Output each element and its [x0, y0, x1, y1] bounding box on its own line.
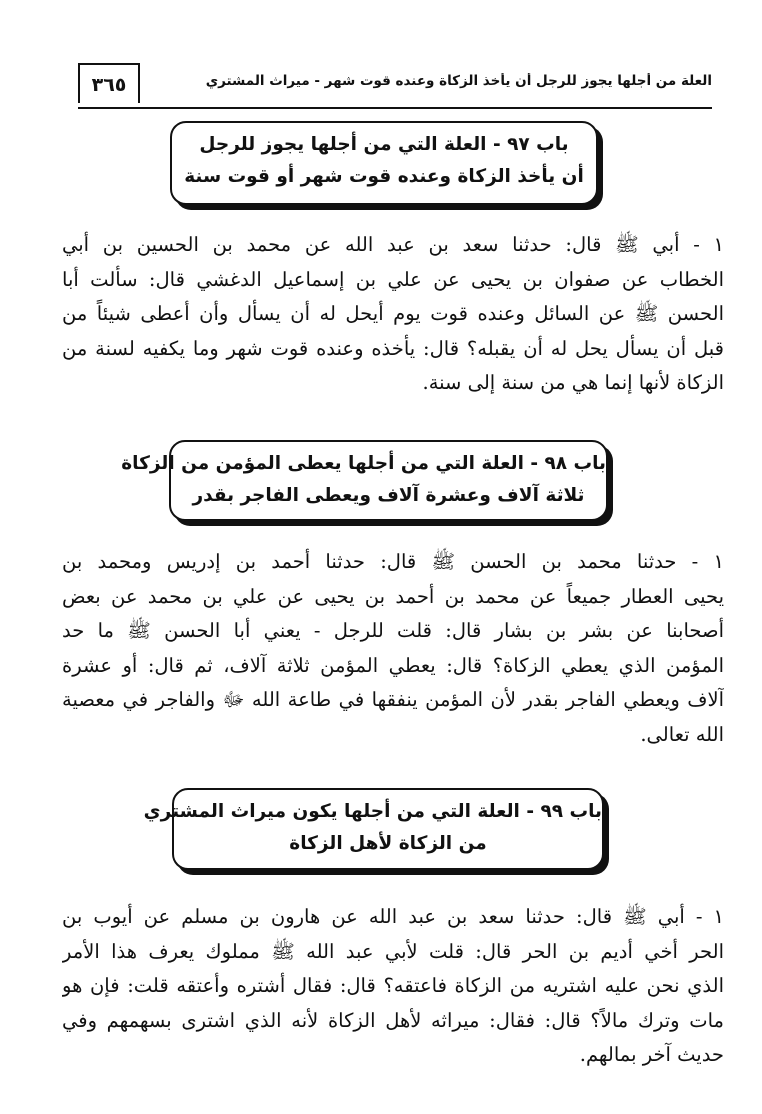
- chapter-title-line: أن يأخذ الزكاة وعنده قوت شهر أو قوت سنة: [184, 166, 584, 187]
- text-line: ١ - أبي ﷺ قال: حدثنا سعد بن عبد الله عن هارون بن مسلم عن أيوب بن: [62, 905, 724, 928]
- page-number: ٣٦٥: [78, 63, 140, 103]
- text-line: آلاف ويعطي الفاجر بقدر لأن المؤمن ينفقها في طاعة الله ﷻ والفاجر في معصية: [62, 688, 724, 711]
- text-line: ١ - أبي ﷺ قال: حدثنا سعد بن عبد الله عن محمد بن الحسين بن أبي: [62, 233, 724, 256]
- text-line: قبل أن يسأل يحل له أن يقبله؟ قال: يأخذه وعنده قوت شهر وما يكفيه لسنة من: [62, 336, 724, 360]
- text-line: حديث آخر بمالهم.: [579, 1043, 724, 1066]
- text-line: الله تعالى.: [640, 722, 724, 746]
- text-line: أصحابنا عن بشر بن بشار قال: قلت للرجل - يعني أبا الحسن ﷺ ما حد: [62, 619, 724, 642]
- chapter-title-line: باب ٩٧ - العلة التي من أجلها يجوز للرجل: [199, 134, 569, 155]
- chapter-title-box-97: [170, 121, 598, 205]
- text-line: الحسن ﷺ عن السائل وعنده قوت يوم أيحل له أن يسأل وأن أعطى شيئاً من: [62, 302, 724, 325]
- running-title: العلة من أجلها يجوز للرجل أن يأخذ الزكاة وعنده قوت شهر - ميراث المشتري: [205, 73, 712, 89]
- chapter-title-line: باب ٩٩ - العلة التي من أجلها يكون ميراث المشتري: [143, 801, 602, 822]
- chapter-title-box-99: [143, 788, 604, 870]
- hadith-paragraph-99: [62, 900, 724, 1073]
- text-line: ١ - حدثنا محمد بن الحسن ﷺ قال: حدثنا أحمد بن إدريس ومحمد بن: [62, 550, 724, 573]
- text-line: المؤمن الذي يعطي الزكاة؟ قال: يعطي المؤمن ثلاثة آلاف، ثم قال: أو عشرة: [62, 653, 724, 677]
- text-line: يحيى العطار جميعاً عن محمد بن أحمد بن يحيى عن علي بن محمد عن بعض: [62, 584, 724, 608]
- page-header: [78, 63, 712, 109]
- text-line: الذي نحن عليه اشتريه من الزكاة فاعتقه؟ قال: فقال أشتره وأعتقه قلت: فإن هو: [62, 974, 724, 997]
- text-line: الزكاة لأنها إنما هي من سنة إلى سنة.: [422, 371, 724, 394]
- chapter-title-box-98: [121, 440, 608, 521]
- hadith-paragraph-97: [62, 228, 724, 401]
- chapter-title-line: من الزكاة لأهل الزكاة: [289, 833, 487, 854]
- text-line: الحر أخي أديم بن الحر قال: قلت لأبي عبد الله ﷺ مملوك يعرف هذا الأمر: [62, 939, 724, 963]
- text-line: مات وترك مالاً؟ قال: فقال: ميراثه لأهل الزكاة لأنه الذي اشترى بسهمهم وفي: [62, 1008, 724, 1032]
- chapter-title-line: باب ٩٨ - العلة التي من أجلها يعطى المؤمن من الزكاة: [121, 453, 606, 474]
- text-line: الخطاب عن صفوان بن يحيى عن علي بن إسماعيل الدغشي قال: سألت أبا: [62, 267, 724, 291]
- hadith-paragraph-98: [62, 545, 724, 752]
- chapter-title-line: ثلاثة آلاف وعشرة آلاف ويعطى الفاجر بقدر: [192, 485, 585, 506]
